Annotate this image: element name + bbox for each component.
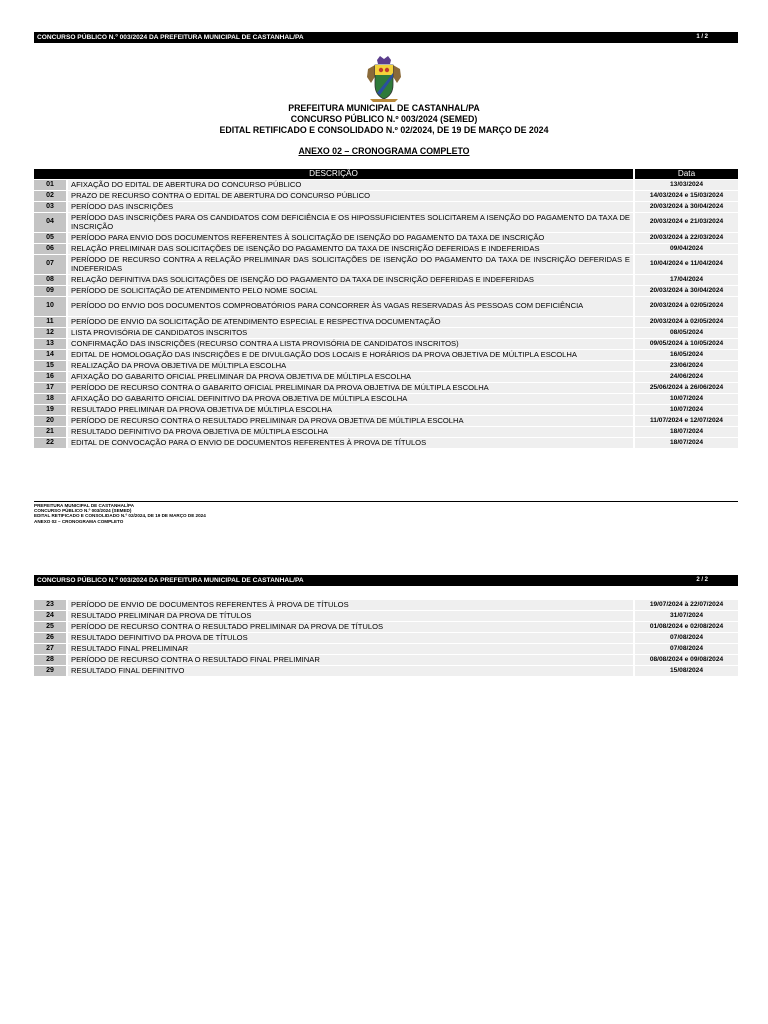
row-description: RESULTADO FINAL PRELIMINAR — [68, 644, 633, 654]
row-description: PRAZO DE RECURSO CONTRA O EDITAL DE ABERTURA DO CONCURSO PÚBLICO — [68, 191, 633, 201]
row-description: RESULTADO PRELIMINAR DA PROVA OBJETIVA DE MÚLTIPLA ESCOLHA — [68, 405, 633, 415]
table-row — [34, 202, 738, 212]
row-date: 07/08/2024 — [633, 644, 738, 654]
row-description: EDITAL DE HOMOLOGAÇÃO DAS INSCRIÇÕES E DE DIVULGAÇÃO DOS LOCAIS E HORÁRIOS DA PROVA OBJETIVA DE MÚLTIPLA ESCOLHA — [68, 350, 633, 360]
row-date: 11/07/2024 e 12/07/2024 — [633, 416, 738, 426]
table-row — [34, 611, 738, 621]
row-number: 14 — [34, 350, 68, 360]
document-header — [0, 103, 768, 136]
schedule-table — [34, 168, 738, 449]
column-header-date: Data — [633, 169, 738, 179]
row-date: 19/07/2024 à 22/07/2024 — [633, 600, 738, 610]
page-header-bar — [34, 575, 738, 586]
row-date: 18/07/2024 — [633, 438, 738, 448]
row-description: PERÍODO DAS INSCRIÇÕES PARA OS CANDIDATOS COM DEFICIÊNCIA E OS HIPOSSUFICIENTES SOLICITAREM A ISENÇÃO DO PAGAMENTO DA TAXA DE INSCRIÇÃO — [68, 213, 633, 232]
column-header-description: DESCRIÇÃO — [34, 169, 633, 179]
row-description: PERÍODO DE ENVIO DA SOLICITAÇÃO DE ATENDIMENTO ESPECIAL E RESPECTIVA DOCUMENTAÇÃO — [68, 317, 633, 327]
table-row — [34, 350, 738, 360]
row-description: RESULTADO DEFINITIVO DA PROVA DE TÍTULOS — [68, 633, 633, 643]
table-header-row — [34, 169, 738, 179]
row-number: 15 — [34, 361, 68, 371]
row-date: 15/08/2024 — [633, 666, 738, 676]
page-number: 2 / 2 — [696, 577, 708, 583]
row-date: 20/03/2024 à 02/05/2024 — [633, 297, 738, 316]
row-description: PERÍODO DE RECURSO CONTRA O RESULTADO PRELIMINAR DA PROVA OBJETIVA DE MÚLTIPLA ESCOLHA — [68, 416, 633, 426]
row-number: 05 — [34, 233, 68, 243]
row-date: 16/05/2024 — [633, 350, 738, 360]
table-row — [34, 180, 738, 190]
row-number: 18 — [34, 394, 68, 404]
row-description: AFIXAÇÃO DO GABARITO OFICIAL DEFINITIVO DA PROVA OBJETIVA DE MÚLTIPLA ESCOLHA — [68, 394, 633, 404]
row-description: PERÍODO DE ENVIO DE DOCUMENTOS REFERENTES À PROVA DE TÍTULOS — [68, 600, 633, 610]
header-line-edital: EDITAL RETIFICADO E CONSOLIDADO N.º 02/2024, DE 19 DE MARÇO DE 2024 — [219, 125, 549, 135]
table-row — [34, 427, 738, 437]
footer-line-annex: ANEXO 02 – CRONOGRAMA COMPLETO — [34, 518, 124, 524]
row-number: 07 — [34, 255, 68, 274]
annex-title: ANEXO 02 – CRONOGRAMA COMPLETO — [298, 146, 470, 156]
row-number: 17 — [34, 383, 68, 393]
table-row — [34, 275, 738, 285]
row-number: 21 — [34, 427, 68, 437]
row-date: 09/05/2024 à 10/05/2024 — [633, 339, 738, 349]
table-row — [34, 644, 738, 654]
table-row — [34, 286, 738, 296]
header-line-prefeitura: PREFEITURA MUNICIPAL DE CASTANHAL/PA — [288, 103, 480, 113]
row-description: PERÍODO DE SOLICITAÇÃO DE ATENDIMENTO PELO NOME SOCIAL — [68, 286, 633, 296]
row-description: PERÍODO DE RECURSO CONTRA O RESULTADO PRELIMINAR DA PROVA DE TÍTULOS — [68, 622, 633, 632]
row-number: 22 — [34, 438, 68, 448]
table-row — [34, 416, 738, 426]
row-date: 09/04/2024 — [633, 244, 738, 254]
table-row — [34, 405, 738, 415]
row-number: 10 — [34, 297, 68, 316]
row-number: 25 — [34, 622, 68, 632]
table-row — [34, 394, 738, 404]
row-description: RESULTADO DEFINITIVO DA PROVA OBJETIVA DE MÚLTIPLA ESCOLHA — [68, 427, 633, 437]
row-description: REALIZAÇÃO DA PROVA OBJETIVA DE MÚLTIPLA ESCOLHA — [68, 361, 633, 371]
row-description: PERÍODO DAS INSCRIÇÕES — [68, 202, 633, 212]
row-number: 03 — [34, 202, 68, 212]
row-date: 20/03/2024 e 21/03/2024 — [633, 213, 738, 232]
row-number: 06 — [34, 244, 68, 254]
table-row — [34, 655, 738, 665]
table-row — [34, 317, 738, 327]
row-date: 14/03/2024 e 15/03/2024 — [633, 191, 738, 201]
table-row — [34, 191, 738, 201]
row-date: 10/04/2024 e 11/04/2024 — [633, 255, 738, 274]
row-description: PERÍODO DE RECURSO CONTRA O RESULTADO FINAL PRELIMINAR — [68, 655, 633, 665]
table-row — [34, 361, 738, 371]
row-description: RESULTADO PRELIMINAR DA PROVA DE TÍTULOS — [68, 611, 633, 621]
header-bar-title: CONCURSO PÚBLICO N.º 003/2024 DA PREFEITURA MUNICIPAL DE CASTANHAL/PA — [37, 577, 304, 584]
row-number: 24 — [34, 611, 68, 621]
table-row — [34, 372, 738, 382]
row-number: 23 — [34, 600, 68, 610]
row-description: PERÍODO DE RECURSO CONTRA A RELAÇÃO PRELIMINAR DAS SOLICITAÇÕES DE ISENÇÃO DO PAGAMENTO DA TAXA DE INSCRIÇÃO DEFERIDAS E INDEFERIDAS — [68, 255, 633, 274]
table-row — [34, 438, 738, 448]
row-number: 19 — [34, 405, 68, 415]
page-header-bar — [34, 32, 738, 43]
row-date: 13/03/2024 — [633, 180, 738, 190]
row-number: 20 — [34, 416, 68, 426]
table-row — [34, 622, 738, 632]
document-page-2 — [0, 540, 768, 1024]
table-row — [34, 339, 738, 349]
row-number: 08 — [34, 275, 68, 285]
row-number: 02 — [34, 191, 68, 201]
table-row — [34, 633, 738, 643]
row-number: 09 — [34, 286, 68, 296]
row-date: 20/03/2024 à 30/04/2024 — [633, 286, 738, 296]
row-number: 16 — [34, 372, 68, 382]
footer-line-edital: EDITAL RETIFICADO E CONSOLIDADO N.º 02/2024, DE 19 DE MARÇO DE 2024 — [34, 513, 206, 519]
row-date: 23/06/2024 — [633, 361, 738, 371]
schedule-table-continued — [34, 599, 738, 677]
row-date: 08/08/2024 e 09/08/2024 — [633, 655, 738, 665]
row-number: 28 — [34, 655, 68, 665]
row-description: AFIXAÇÃO DO EDITAL DE ABERTURA DO CONCURSO PÚBLICO — [68, 180, 633, 190]
header-line-concurso: CONCURSO PÚBLICO N.º 003/2024 (SEMED) — [290, 114, 478, 124]
row-number: 01 — [34, 180, 68, 190]
municipal-crest-icon — [364, 55, 404, 103]
row-description: RELAÇÃO DEFINITIVA DAS SOLICITAÇÕES DE ISENÇÃO DO PAGAMENTO DA TAXA DE INSCRIÇÃO DEFERIDAS E INDEFERIDAS — [68, 275, 633, 285]
page-footer — [34, 503, 206, 524]
footer-line-prefeitura: PREFEITURA MUNICIPAL DE CASTANHAL/PA — [34, 503, 135, 508]
row-date: 01/08/2024 e 02/08/2024 — [633, 622, 738, 632]
row-description: LISTA PROVISÓRIA DE CANDIDATOS INSCRITOS — [68, 328, 633, 338]
row-date: 10/07/2024 — [633, 394, 738, 404]
row-date: 24/06/2024 — [633, 372, 738, 382]
row-number: 13 — [34, 339, 68, 349]
table-row — [34, 244, 738, 254]
header-bar-title: CONCURSO PÚBLICO N.º 003/2024 DA PREFEITURA MUNICIPAL DE CASTANHAL/PA — [37, 34, 304, 41]
page-number: 1 / 2 — [696, 34, 708, 40]
table-row — [34, 213, 738, 232]
row-number: 26 — [34, 633, 68, 643]
row-number: 29 — [34, 666, 68, 676]
table-row — [34, 666, 738, 676]
footer-line-concurso: CONCURSO PÚBLICO N.º 003/2024 (SEMED) — [34, 508, 132, 514]
row-description: PERÍODO PARA ENVIO DOS DOCUMENTOS REFERENTES À SOLICITAÇÃO DE ISENÇÃO DO PAGAMENTO DA TAXA DE INSCRIÇÃO — [68, 233, 633, 243]
row-date: 20/03/2024 à 22/03/2024 — [633, 233, 738, 243]
row-number: 11 — [34, 317, 68, 327]
table-row — [34, 255, 738, 274]
row-date: 20/03/2024 à 30/04/2024 — [633, 202, 738, 212]
row-description: PERÍODO DO ENVIO DOS DOCUMENTOS COMPROBATÓRIOS PARA CONCORRER ÀS VAGAS RESERVADAS ÀS PESSOAS COM DEFICIÊNCIA — [68, 297, 633, 316]
row-date: 20/03/2024 à 02/05/2024 — [633, 317, 738, 327]
row-date: 18/07/2024 — [633, 427, 738, 437]
row-date: 25/06/2024 à 26/06/2024 — [633, 383, 738, 393]
row-description: AFIXAÇÃO DO GABARITO OFICIAL PRELIMINAR DA PROVA OBJETIVA DE MÚLTIPLA ESCOLHA — [68, 372, 633, 382]
row-date: 17/04/2024 — [633, 275, 738, 285]
row-description: PERÍODO DE RECURSO CONTRA O GABARITO OFICIAL PRELIMINAR DA PROVA OBJETIVA DE MÚLTIPLA ESCOLHA — [68, 383, 633, 393]
row-date: 08/05/2024 — [633, 328, 738, 338]
table-row — [34, 297, 738, 316]
row-number: 04 — [34, 213, 68, 232]
row-date: 10/07/2024 — [633, 405, 738, 415]
row-description: CONFIRMAÇÃO DAS INSCRIÇÕES (RECURSO CONTRA A LISTA PROVISÓRIA DE CANDIDATOS INSCRITOS) — [68, 339, 633, 349]
table-row — [34, 600, 738, 610]
row-number: 12 — [34, 328, 68, 338]
row-description: RESULTADO FINAL DEFINITIVO — [68, 666, 633, 676]
row-date: 31/07/2024 — [633, 611, 738, 621]
row-description: EDITAL DE CONVOCAÇÃO PARA O ENVIO DE DOCUMENTOS REFERENTES À PROVA DE TÍTULOS — [68, 438, 633, 448]
table-row — [34, 328, 738, 338]
table-row — [34, 383, 738, 393]
table-row — [34, 233, 738, 243]
row-number: 27 — [34, 644, 68, 654]
footer-divider — [34, 501, 738, 502]
row-date: 07/08/2024 — [633, 633, 738, 643]
row-description: RELAÇÃO PRELIMINAR DAS SOLICITAÇÕES DE ISENÇÃO DO PAGAMENTO DA TAXA DE INSCRIÇÃO DEFERIDAS E INDEFERIDAS — [68, 244, 633, 254]
